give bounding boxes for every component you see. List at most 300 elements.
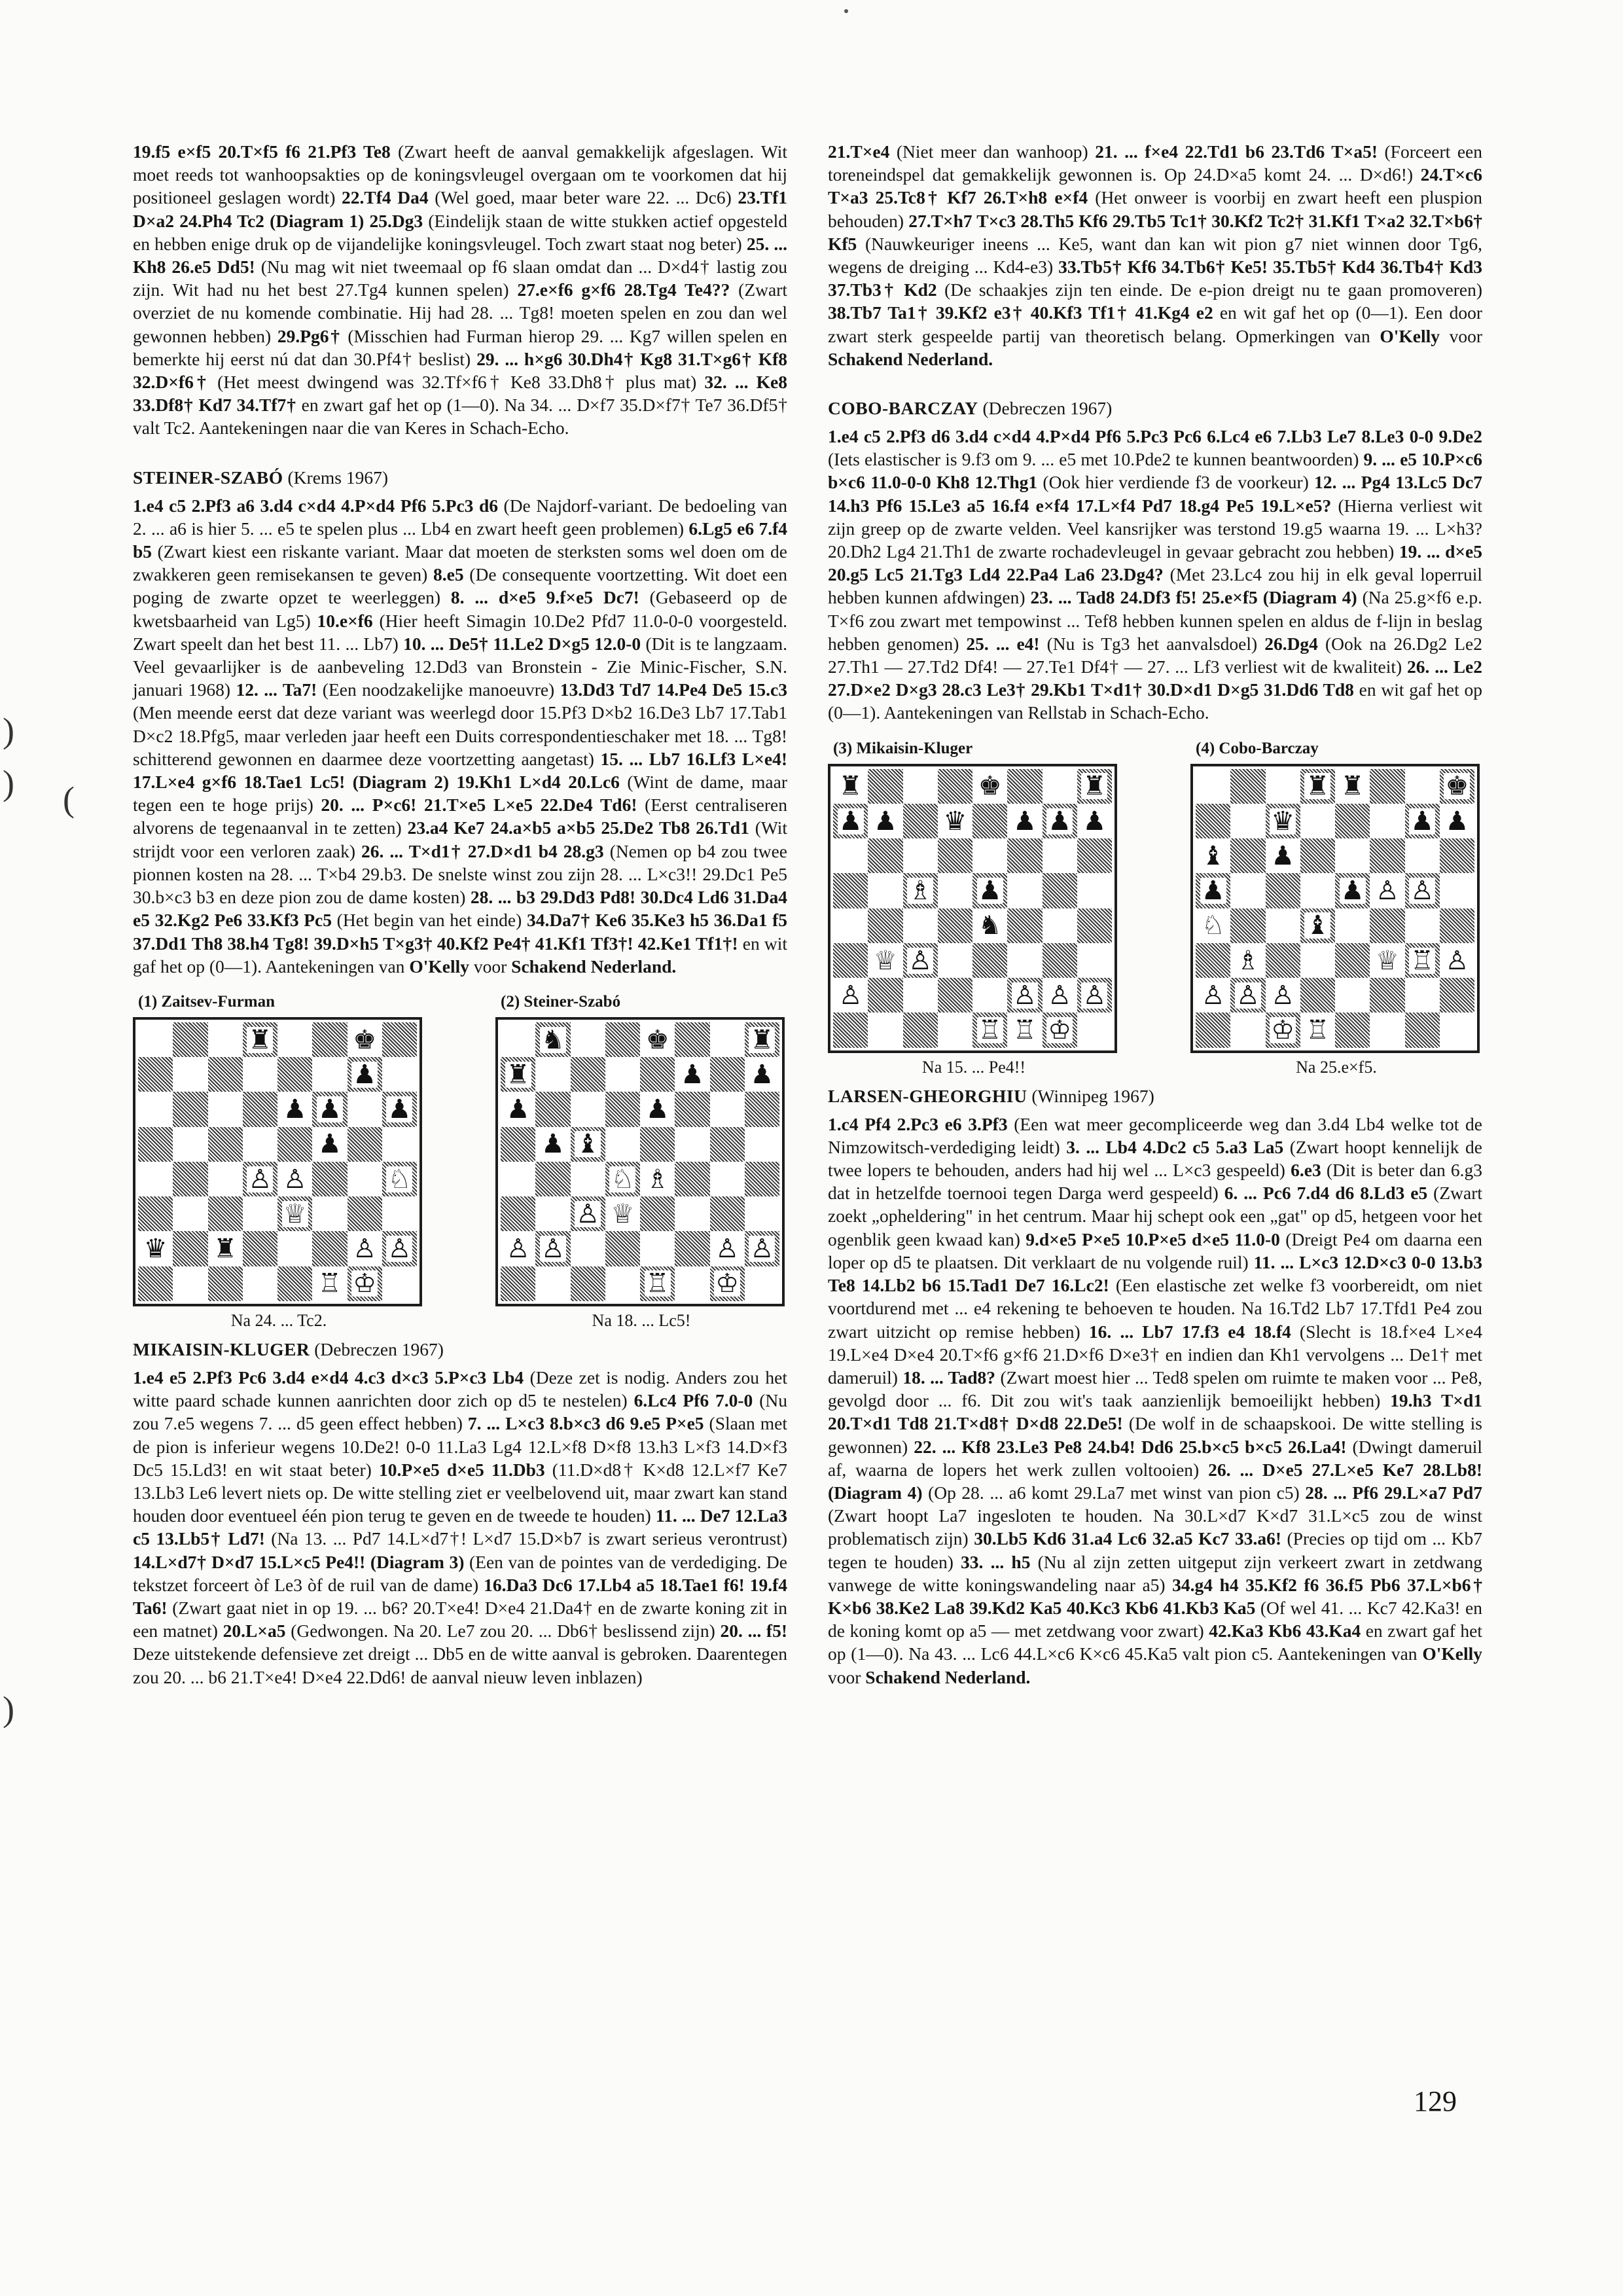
board-square bbox=[1300, 978, 1335, 1013]
board-square bbox=[745, 1057, 779, 1092]
move-text: 16.Da3 Dc6 17.Lb4 a5 18.Tae1 f6! 19.f4 Ta6! bbox=[133, 1574, 787, 1618]
board-square bbox=[1230, 804, 1265, 838]
chess-piece: ♞ bbox=[541, 1024, 565, 1055]
move-text: 13.Dd3 Td7 14.Pe4 De5 15.c3 bbox=[560, 679, 787, 700]
board-square bbox=[1007, 1013, 1042, 1047]
board-square bbox=[710, 1092, 745, 1126]
move-text: 6.Lg5 e6 7.f4 b5 bbox=[133, 518, 787, 562]
move-text: 1.e4 c5 2.Pf3 a6 3.d4 c×d4 4.P×d4 Pf6 5.Pc3 d6 bbox=[133, 495, 498, 516]
move-text: 3. ... Lb4 4.Dc2 c5 5.a3 La5 bbox=[1066, 1136, 1284, 1157]
board-square bbox=[1440, 804, 1474, 838]
board-square bbox=[138, 1057, 173, 1092]
board-square bbox=[710, 1231, 745, 1266]
move-text: 42.Ka3 Kb6 43.Ka4 bbox=[1209, 1621, 1361, 1641]
board-square bbox=[1370, 804, 1404, 838]
board-square bbox=[640, 1162, 675, 1196]
board-square bbox=[173, 1162, 207, 1196]
board-square bbox=[1335, 838, 1370, 873]
chess-piece: ♔ bbox=[1271, 1015, 1295, 1046]
board-square bbox=[903, 769, 938, 804]
board-square bbox=[277, 1162, 312, 1196]
board-square bbox=[938, 769, 972, 804]
annotation-text: voor bbox=[828, 1666, 866, 1687]
move-text: 6.e3 bbox=[1291, 1160, 1321, 1181]
board-square bbox=[501, 1022, 535, 1057]
chess-piece: ♟ bbox=[387, 1094, 412, 1125]
annotation-text: (Een wat meer gecompliceerde weg dan 3.d4 Lb4 welke tot de Nimzowitsch-verdediging leidt) bbox=[828, 1113, 1483, 1157]
chess-piece: ♟ bbox=[1048, 806, 1072, 836]
board-square bbox=[571, 1057, 605, 1092]
board-square bbox=[382, 1266, 417, 1301]
chess-piece: ♙ bbox=[750, 1234, 774, 1265]
annotation-text: (Zwart kiest een riskante variant. Maar dat moeten de sterksten soms wel doen om de zwakkeren geen remisekansen te geven) bbox=[133, 541, 787, 585]
board-square bbox=[1370, 838, 1404, 873]
board-square bbox=[833, 838, 868, 873]
move-text: 12. ... Ta7! bbox=[236, 679, 317, 700]
board-square bbox=[208, 1266, 243, 1301]
board-square bbox=[1370, 943, 1404, 978]
chess-piece: ♙ bbox=[1375, 876, 1399, 906]
board-square bbox=[138, 1162, 173, 1196]
chess-piece: ♚ bbox=[978, 771, 1002, 802]
move-text: 21.T×e4 bbox=[828, 141, 890, 162]
board-square bbox=[208, 1127, 243, 1162]
board-square bbox=[312, 1266, 347, 1301]
move-text: 34.Da7† Ke6 35.Ke3 h5 36.Da1 f5 37.Dd1 Th8 38.h4 Tg8! 39.D×h5 T×g3† 40.Kf2 Pe4† 41.Kf1 Tf3†! 42.Ke1 Tf1†! bbox=[133, 910, 788, 954]
board-square bbox=[243, 1266, 277, 1301]
move-text: 7. ... L×c3 8.b×c3 d6 9.e5 P×e5 bbox=[467, 1413, 704, 1434]
chess-piece: ♛ bbox=[943, 806, 967, 836]
board-square bbox=[501, 1231, 535, 1266]
board-square bbox=[208, 1022, 243, 1057]
move-text: 33.Tb5† Kf6 34.Tb6† Ke5! 35.Tb5† Kd4 36.Tb4† Kd3 37.Tb3† Kd2 bbox=[828, 257, 1482, 300]
chess-piece: ♕ bbox=[611, 1198, 635, 1229]
board-square bbox=[501, 1266, 535, 1301]
annotation-text: (Of wel 41. ... Kc7 42.Ka3! en de koning komt op a5 — met zetdwang voor zwart) bbox=[828, 1597, 1482, 1641]
board-square bbox=[1043, 908, 1077, 943]
annotation-text: (Een noodzakelijke manoeuvre) bbox=[317, 679, 560, 700]
chess-piece: ♟ bbox=[838, 806, 863, 836]
move-text: 15. ... Lb7 16.Lf3 L×e4! 17.L×e4 g×f6 18.Tae1 Lc5! (Diagram 2) 19.Kh1 L×d4 20.Lc6 bbox=[133, 748, 787, 793]
board-square bbox=[605, 1127, 640, 1162]
board-square bbox=[1196, 908, 1230, 943]
board-square bbox=[1405, 804, 1440, 838]
board-square bbox=[1266, 1013, 1300, 1047]
board-square bbox=[1300, 804, 1335, 838]
chess-piece: ♙ bbox=[838, 980, 863, 1011]
board-square bbox=[1266, 908, 1300, 943]
annotation-text: (Nemen op b4 zou twee pionnen kosten na 28. ... T×b4 29.b3. De snelste winst zou zijn 28. ... L×c3!! 29.Dc1 Pe5 30.b×c3 b3 en deze pion zou de dame kosten) bbox=[133, 840, 788, 908]
board-square bbox=[312, 1162, 347, 1196]
margin-mark: ) bbox=[3, 1689, 14, 1729]
chess-piece: ♗ bbox=[908, 876, 933, 906]
board-square bbox=[382, 1022, 417, 1057]
board-square bbox=[1007, 908, 1042, 943]
annotation-text: (11.D×d8† K×d8 12.L×f7 Ke7 13.Lb3 Le6 levert niets op. De witte stelling ziet er veelbelovend uit, maar zwart kan stand houden door eventueel één pion terug te geven en de tweede te houden) bbox=[133, 1459, 787, 1526]
board-square bbox=[605, 1231, 640, 1266]
annotation-text: en zwart gaf het op (1—0). Na 43. ... Lc6 44.L×c6 K×c6 45.Ka5 valt pion c5. Aantekeningen van bbox=[828, 1621, 1482, 1664]
board-square bbox=[501, 1057, 535, 1092]
margin-mark: ) bbox=[3, 763, 14, 802]
chess-piece: ♖ bbox=[317, 1268, 342, 1299]
board-square bbox=[745, 1196, 779, 1231]
annotation-text: (De Najdorf-variant. De bedoeling van 2. ... a6 is hier 5. ... e5 te spelen plus ... Lb4 en zwart heeft geen problemen) bbox=[133, 495, 787, 539]
annotation-text: (De wolf in de schaapskooi. De witte stelling is gewonnen) bbox=[828, 1413, 1482, 1457]
chess-piece: ♙ bbox=[248, 1164, 272, 1194]
board-square bbox=[938, 1013, 972, 1047]
board-square bbox=[903, 1013, 938, 1047]
chess-piece: ♜ bbox=[1340, 771, 1364, 802]
board-square bbox=[833, 908, 868, 943]
annotation-text: (Nu mag wit niet tweemaal op f6 slaan omdat dan ... D×d4† lastig zou zijn. Wit had nu het best 27.Tg4 kunnen spelen) bbox=[133, 257, 788, 300]
board-square bbox=[348, 1057, 382, 1092]
annotation-text: (Wint de dame, maar tegen een te hoge prijs) bbox=[133, 772, 787, 816]
chess-piece: ♚ bbox=[353, 1024, 377, 1055]
board-square bbox=[1440, 908, 1474, 943]
chess-piece: ♟ bbox=[680, 1059, 704, 1090]
chess-piece: ♖ bbox=[1012, 1015, 1037, 1046]
board-square bbox=[1007, 943, 1042, 978]
game-heading-mikaisin-kluger: MIKAISIN-KLUGER (Debreczen 1967) bbox=[133, 1338, 444, 1359]
chess-piece: ♜ bbox=[1082, 771, 1107, 802]
board-square bbox=[1335, 769, 1370, 804]
chessboard bbox=[1190, 764, 1480, 1053]
game-heading-larsen-gheorghiu: LARSEN-GHEORGHIU (Winnipeg 1967) bbox=[828, 1085, 1154, 1106]
board-square bbox=[277, 1057, 312, 1092]
board-square bbox=[208, 1231, 243, 1266]
board-square bbox=[1077, 804, 1112, 838]
move-text: 28. ... b3 29.Dd3 Pd8! 30.Dc4 Ld6 31.Da4 e5 32.Kg2 Pe6 33.Kf3 Pc5 bbox=[133, 887, 787, 931]
board-square bbox=[710, 1057, 745, 1092]
board-square bbox=[1300, 1013, 1335, 1047]
board-square bbox=[1077, 943, 1112, 978]
left-column bbox=[133, 140, 787, 1689]
board-square bbox=[745, 1231, 779, 1266]
move-text: 25. ... Kh8 26.e5 Dd5! bbox=[133, 233, 787, 278]
annotation-text: (Zwart hoopt kennelijk de twee lopers te behouden, anders had hij wel ... L×c3 gespeeld) bbox=[828, 1136, 1483, 1181]
annotation-text: (Gebaseerd op de kwetsbaarheid van Lg5) bbox=[133, 587, 787, 631]
board-square bbox=[972, 804, 1007, 838]
board-square bbox=[710, 1196, 745, 1231]
board-square bbox=[605, 1092, 640, 1126]
diagram-4 bbox=[1190, 739, 1482, 1078]
annotation-text: (Het meest dwingend was 32.Tf×f6† Ke8 33.Dh8† plus mat) bbox=[209, 372, 705, 393]
board-square bbox=[675, 1092, 709, 1126]
annotation-text: (Nu is Tg3 het aanvalsdoel) bbox=[1039, 633, 1265, 654]
board-square bbox=[675, 1127, 709, 1162]
chess-piece: ♙ bbox=[715, 1234, 740, 1265]
board-square bbox=[138, 1266, 173, 1301]
board-square bbox=[1043, 769, 1077, 804]
board-square bbox=[903, 804, 938, 838]
board-square bbox=[833, 873, 868, 908]
annotation-text: en wit gaf het op (0—1). Een door zwart sterk gespeelde partij van theoretisch belang. Opmerkingen van bbox=[828, 302, 1482, 346]
diagram-2 bbox=[495, 992, 787, 1331]
board-square bbox=[745, 1162, 779, 1196]
diagram-3 bbox=[828, 739, 1120, 1078]
chess-piece: ♜ bbox=[248, 1024, 272, 1055]
board-square bbox=[640, 1057, 675, 1092]
annotation-text: (Hier heeft Simagin 10.De2 Pfd7 11.0-0-0 voorgesteld. Zwart speelt dan het best 11. ... Lb7) bbox=[133, 610, 787, 654]
move-text: 38.Tb7 Ta1† 39.Kf2 e3† 40.Kf3 Tf1† 41.Kg4 e2 bbox=[828, 302, 1213, 323]
board-square bbox=[277, 1022, 312, 1057]
chess-piece: ♙ bbox=[1048, 980, 1072, 1011]
annotation-text: en wit gaf het op (0—1). Aantekeningen van Rellstab in Schach-Echo. bbox=[828, 679, 1482, 723]
annotation-text: (Men meende eerst dat deze variant was weerlegd door 15.Pf3 D×b2 16.De3 Lb7 17.Tab1 D×c2 18.Pfg5, maar verleden jaar heeft een Duits correspondentieschaker met 18. ... Tg8! schitterend gewonnen en daarmee deze voortzetting aangetast) bbox=[133, 702, 787, 769]
board-square bbox=[1196, 838, 1230, 873]
board-square bbox=[277, 1127, 312, 1162]
chess-piece: ♜ bbox=[213, 1234, 238, 1265]
board-square bbox=[1043, 1013, 1077, 1047]
annotation-text: (De schaakjes zijn ten einde. De e-pion dreigt nu te gaan promoveren) bbox=[936, 279, 1482, 300]
move-text: O'Kelly bbox=[1380, 325, 1440, 346]
board-square bbox=[1007, 804, 1042, 838]
annotation-text: (Precies op tijd om ... Kb7 tegen te houden) bbox=[828, 1528, 1482, 1572]
chess-piece: ♙ bbox=[1445, 945, 1469, 976]
board-square bbox=[312, 1057, 347, 1092]
annotation-text: (Eerst centraliseren alvorens de tegenaanval in te zetten) bbox=[133, 795, 787, 838]
board-square bbox=[277, 1231, 312, 1266]
chess-piece: ♟ bbox=[873, 806, 897, 836]
board-square bbox=[938, 943, 972, 978]
board-square bbox=[348, 1196, 382, 1231]
chess-piece: ♔ bbox=[353, 1268, 377, 1299]
annotation-text: (Zwart gaat niet in op 19. ... b6? 20.T×e4! D×e4 21.Da4† en de zwarte koning zit in een matnet) bbox=[133, 1597, 787, 1641]
annotation-text: (Misschien had Furman hierop 29. ... Kg7 willen spelen en bemerkte hij eerst nú dat dan 30.Pf4† beslist) bbox=[133, 325, 787, 369]
annotation-text: (Dwingt dameruil af, waarna de lopers het werk zullen voltooien) bbox=[828, 1436, 1482, 1480]
zaitsev-furman-annotation bbox=[133, 140, 787, 440]
board-square bbox=[1077, 873, 1112, 908]
board-square bbox=[382, 1092, 417, 1126]
board-square bbox=[972, 978, 1007, 1013]
board-square bbox=[1370, 873, 1404, 908]
board-square bbox=[1230, 769, 1265, 804]
board-square bbox=[710, 1022, 745, 1057]
board-square bbox=[138, 1196, 173, 1231]
move-text: 20. ... P×c6! 21.T×e5 L×e5 22.De4 Td6! bbox=[321, 795, 637, 816]
board-square bbox=[571, 1231, 605, 1266]
chess-piece: ♜ bbox=[506, 1059, 530, 1090]
board-square bbox=[382, 1162, 417, 1196]
chess-piece: ♖ bbox=[1410, 945, 1435, 976]
chess-piece: ♔ bbox=[715, 1268, 740, 1299]
board-square bbox=[833, 1013, 868, 1047]
board-square bbox=[868, 978, 902, 1013]
board-square bbox=[1300, 838, 1335, 873]
board-square bbox=[868, 943, 902, 978]
board-square bbox=[535, 1196, 570, 1231]
annotation-text: (Dit is te langzaam. Veel gevaarlijker is de aanbeveling 12.Dd3 van Bronstein - Zie Minic-Fischer, S.N. januari 1968) bbox=[133, 633, 788, 700]
board-square bbox=[868, 804, 902, 838]
board-square bbox=[1440, 838, 1474, 873]
annotation-text: (Een van de pointes van de verdediging. De tekstzet forceert òf Le3 òf de ruil van de dame) bbox=[133, 1551, 787, 1595]
annotation-text: (Op 28. ... a6 komt 29.La7 met winst van pion c5) bbox=[922, 1482, 1306, 1503]
annotation-text: (Deze zet is nodig. Anders zou het witte paard schade kunnen aanrichten door zich op d5 te nestelen) bbox=[133, 1367, 787, 1411]
move-text: 10.e×f6 bbox=[317, 610, 373, 631]
annotation-text: (Zwart overziet de nu komende combinatie. Hij had 28. ... Tg8! moeten spelen en zou dan wel gewonnen hebben) bbox=[133, 279, 787, 346]
chess-piece: ♙ bbox=[541, 1234, 565, 1265]
board-square bbox=[1077, 838, 1112, 873]
annotation-text: (Dit is beter dan 6.g3 dat in hetzelfde toernooi tegen Darga werd gespeeld) bbox=[828, 1160, 1482, 1204]
annotation-text: (Zwart zoekt „opheldering" in het centrum. Maar hij schept ook een „gat" op d5, hetgeen voor het ogenblik geen kwaad kan) bbox=[828, 1183, 1483, 1249]
board-square bbox=[1300, 943, 1335, 978]
board-square bbox=[1370, 908, 1404, 943]
board-square bbox=[243, 1162, 277, 1196]
board-square bbox=[1077, 1013, 1112, 1047]
board-square bbox=[1440, 769, 1474, 804]
diagram-caption: Na 15. ... Pe4!! bbox=[921, 1057, 1026, 1077]
board-square bbox=[535, 1266, 570, 1301]
chess-piece: ♝ bbox=[1306, 910, 1330, 941]
annotation-text: (Zwart hoopt La7 ingesloten te houden. Na 30.L×d7 K×d7 31.L×c5 zou de winst problematisch zijn) bbox=[828, 1505, 1482, 1549]
move-text: 26. ... T×d1† 27.D×d1 b4 28.g3 bbox=[361, 840, 604, 861]
margin-mark: ) bbox=[3, 711, 14, 750]
board-square bbox=[173, 1127, 207, 1162]
chess-piece: ♜ bbox=[750, 1024, 774, 1055]
annotation-text: (De consequente voortzetting. Wit doet een poging de zwarte opzet te weerleggen) bbox=[133, 564, 787, 608]
diagram-row-1-2 bbox=[133, 992, 787, 1331]
board-square bbox=[208, 1162, 243, 1196]
chess-piece: ♟ bbox=[317, 1129, 342, 1160]
chessboard bbox=[828, 764, 1117, 1053]
move-text: 27.e×f6 g×f6 28.Tg4 Te4?? bbox=[517, 279, 730, 300]
board-square bbox=[1440, 1013, 1474, 1047]
board-square bbox=[208, 1196, 243, 1231]
move-text: 10.P×e5 d×e5 11.Db3 bbox=[378, 1459, 545, 1480]
board-square bbox=[605, 1057, 640, 1092]
board-square bbox=[1196, 804, 1230, 838]
board-square bbox=[675, 1162, 709, 1196]
board-square bbox=[1335, 873, 1370, 908]
annotation-text: (Het begin van het einde) bbox=[332, 910, 527, 931]
move-text: 22.Tf4 Da4 bbox=[342, 187, 429, 208]
diagram-caption: Na 24. ... Tc2. bbox=[230, 1310, 327, 1330]
chessboard bbox=[133, 1017, 422, 1306]
board-square bbox=[1440, 873, 1474, 908]
move-text: 14.L×d7† D×d7 15.L×c5 Pe4!! (Diagram 3) bbox=[133, 1551, 465, 1572]
move-text: 12. ... Pg4 13.Lc5 Dc7 14.h3 Pf6 15.Le3 a5 16.f4 e×f4 17.L×f4 Pd7 18.g4 Pe5 19.L×e5? bbox=[828, 472, 1483, 516]
chess-piece: ♟ bbox=[1271, 840, 1295, 871]
board-square bbox=[675, 1022, 709, 1057]
chess-piece: ♟ bbox=[1082, 806, 1107, 836]
board-square bbox=[675, 1196, 709, 1231]
board-square bbox=[1335, 804, 1370, 838]
chess-piece: ♖ bbox=[645, 1268, 669, 1299]
annotation-text: (Niet meer dan wanhoop) bbox=[889, 141, 1096, 162]
board-square bbox=[1266, 804, 1300, 838]
chess-piece: ♟ bbox=[283, 1094, 307, 1125]
move-text: 8. ... d×e5 9.f×e5 Dc7! bbox=[450, 587, 639, 608]
board-square bbox=[571, 1092, 605, 1126]
board-square bbox=[938, 978, 972, 1013]
annotation-text: (Eindelijk staan de witte stukken actief opgesteld en hebben enige druk op de vijandelijke koningsvleugel. Toch zwart staat nog beter) bbox=[133, 210, 787, 254]
board-square bbox=[535, 1022, 570, 1057]
annotation-text: (Dreigt Pe4 om daarna een loper op d5 te plaatsen. Dit verklaart de nu volgende ruil) bbox=[828, 1229, 1482, 1272]
board-square bbox=[348, 1231, 382, 1266]
chess-piece: ♖ bbox=[1306, 1015, 1330, 1046]
diagram-title: (2) Steiner-Szabó bbox=[501, 992, 621, 1011]
chess-piece: ♙ bbox=[1012, 980, 1037, 1011]
chess-piece: ♟ bbox=[1445, 806, 1469, 836]
board-square bbox=[868, 873, 902, 908]
move-text: 25. ... e4! bbox=[966, 633, 1040, 654]
diagram-caption: Na 25.e×f5. bbox=[1296, 1057, 1377, 1077]
board-square bbox=[903, 838, 938, 873]
move-text: Schakend Nederland. bbox=[865, 1666, 1031, 1687]
board-square bbox=[1300, 873, 1335, 908]
board-square bbox=[640, 1231, 675, 1266]
board-square bbox=[640, 1092, 675, 1126]
annotation-text: (Na 25.g×f6 e.p. T×f6 zou zwart met tempowinst ... Tef8 hebben kunnen spelen en aldus de f-lijn in beslag hebben genomen) bbox=[828, 587, 1482, 654]
board-square bbox=[535, 1162, 570, 1196]
move-text: 19.f5 e×f5 20.T×f5 f6 21.Pf3 Te8 bbox=[133, 141, 391, 162]
board-square bbox=[640, 1022, 675, 1057]
board-square bbox=[1077, 908, 1112, 943]
board-square bbox=[1230, 838, 1265, 873]
board-square bbox=[138, 1092, 173, 1126]
board-square bbox=[277, 1196, 312, 1231]
chess-piece: ♙ bbox=[908, 945, 933, 976]
board-square bbox=[1370, 1013, 1404, 1047]
board-square bbox=[1266, 873, 1300, 908]
annotation-text: en wit gaf het op (0—1). Aantekeningen van bbox=[133, 933, 787, 977]
chess-piece: ♛ bbox=[1271, 806, 1295, 836]
board-square bbox=[312, 1022, 347, 1057]
board-square bbox=[348, 1266, 382, 1301]
board-square bbox=[138, 1231, 173, 1266]
chess-piece: ♟ bbox=[978, 876, 1002, 906]
chess-piece: ♔ bbox=[1048, 1015, 1072, 1046]
board-square bbox=[972, 838, 1007, 873]
chess-piece: ♟ bbox=[541, 1129, 565, 1160]
annotation-text: (Slecht is 18.f×e4 L×e4 19.L×e4 D×e4 20.T×f6 g×f6 21.D×f6 D×e3† en indien dan Kh1 vervolgens ... De1† met dameruil) bbox=[828, 1321, 1482, 1388]
move-text: 1.c4 Pf4 2.Pc3 e6 3.Pf3 bbox=[828, 1113, 1008, 1134]
board-square bbox=[833, 769, 868, 804]
board-square bbox=[173, 1266, 207, 1301]
board-square bbox=[243, 1231, 277, 1266]
board-square bbox=[972, 1013, 1007, 1047]
chess-piece: ♙ bbox=[353, 1234, 377, 1265]
chessboard bbox=[495, 1017, 785, 1306]
board-square bbox=[605, 1022, 640, 1057]
board-square bbox=[571, 1127, 605, 1162]
board-square bbox=[312, 1127, 347, 1162]
board-square bbox=[833, 943, 868, 978]
board-square bbox=[1405, 978, 1440, 1013]
move-text: 19.h3 T×d1 20.T×d1 Td8 21.T×d8† D×d8 22.De5! bbox=[828, 1390, 1482, 1434]
move-text: 22. ... Kf8 23.Le3 Pe8 24.b4! Dd6 25.b×c5 b×c5 26.La4! bbox=[914, 1436, 1347, 1457]
board-square bbox=[312, 1196, 347, 1231]
board-square bbox=[243, 1196, 277, 1231]
annotation-text: (Gedwongen. Na 20. Le7 zou 20. ... Db6† beslissend zijn) bbox=[285, 1621, 721, 1641]
board-square bbox=[1043, 873, 1077, 908]
board-square bbox=[1196, 769, 1230, 804]
board-square bbox=[348, 1092, 382, 1126]
board-square bbox=[903, 943, 938, 978]
chess-piece: ♛ bbox=[143, 1234, 168, 1265]
chess-piece: ♜ bbox=[1306, 771, 1330, 802]
move-text: 28. ... Pf6 29.L×a7 Pd7 bbox=[1305, 1482, 1482, 1503]
board-square bbox=[382, 1057, 417, 1092]
annotation-text: (Forceert een toreneindspel dat gemakkelijk gewonnen is. Op 24.D×a5 komt 24. ... D×d6!) bbox=[828, 141, 1483, 185]
board-square bbox=[1405, 769, 1440, 804]
move-text: 34.g4 h4 35.Kf2 f6 36.f5 Pb6 37.L×b6† K×b6 38.Ke2 La8 39.Kd2 Ka5 40.Kc3 Kb6 41.Kb3 Ka5 bbox=[828, 1574, 1482, 1618]
board-square bbox=[938, 873, 972, 908]
chess-piece: ♟ bbox=[1012, 806, 1037, 836]
chess-piece: ♙ bbox=[506, 1234, 530, 1265]
board-square bbox=[382, 1127, 417, 1162]
board-square bbox=[1266, 978, 1300, 1013]
